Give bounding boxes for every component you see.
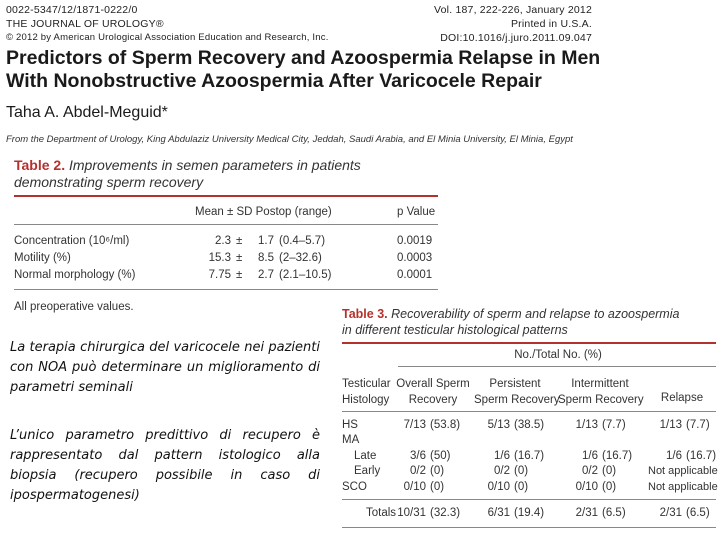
- table2-header-mean: Mean ± SD Postop (range): [195, 206, 332, 218]
- table2-footnote: All preoperative values.: [14, 301, 134, 313]
- table3-col-intermittent: Intermittent Sperm Recovery: [558, 378, 644, 406]
- table2-sd: 8.5: [258, 252, 274, 264]
- table3-col-histology: Testicular Histology: [342, 378, 391, 406]
- table3-header-rule: [342, 411, 716, 412]
- table2-header-p: p Value: [397, 206, 436, 218]
- table3-col-overall: Overall Sperm Recovery: [396, 378, 470, 406]
- table2-label: Table 2.: [14, 157, 66, 173]
- note-2: L’unico parametro predittivo di recupero è rappresentato dal pattern istologico alla biopsia (recupero possibile in caso di ipospermatogenesi): [10, 428, 320, 503]
- table2-param: Motility (%): [14, 252, 71, 264]
- table2-caption-line2: demonstrating sperm recovery: [14, 174, 204, 190]
- table3-caption-text: Recoverability of sperm and relapse to azoospermia: [391, 307, 680, 321]
- article-title-line1: Predictors of Sperm Recovery and Azoospermia Relapse in Men: [6, 47, 601, 69]
- affiliation: From the Department of Urology, King Abdulaziz University Medical City, Jeddah, Saudi Arabia, and El Minia University, El Minia, Egypt: [6, 134, 573, 145]
- table2-header-rule: [14, 224, 438, 225]
- table3-totals-rule: [342, 499, 716, 500]
- table2-sd: 2.7: [258, 269, 274, 281]
- table3-caption-line1: [342, 307, 679, 321]
- journal-name: THE JOURNAL OF UROLOGY®: [6, 18, 164, 30]
- table2-mean: 2.3: [215, 235, 231, 247]
- table2-sd: 1.7: [258, 235, 274, 247]
- table2-range: (2–32.6): [279, 252, 322, 264]
- printed: Printed in U.S.A.: [510, 18, 592, 30]
- table2-p: 0.0001: [397, 269, 433, 281]
- journal-code: 0022-5347/12/1871-0222/0: [6, 4, 138, 16]
- table2-caption-text: Improvements in semen parameters in patients: [68, 157, 361, 173]
- table2-param: Normal morphology (%): [14, 269, 136, 281]
- table3-span-rule: [398, 366, 716, 367]
- volume: Vol. 187, 222-226, January 2012: [434, 4, 592, 16]
- table3-col-persistent: Persistent Sperm Recovery: [474, 378, 560, 406]
- table2-mean: 7.75: [208, 269, 231, 281]
- author: Taha A. Abdel-Meguid*: [6, 104, 168, 121]
- table2-bottom-rule: [14, 289, 438, 290]
- copyright: © 2012 by American Urological Association Education and Research, Inc.: [6, 32, 329, 43]
- table3-col-relapse: Relapse: [660, 392, 704, 404]
- table3-header-span: No./Total No. (%): [514, 349, 602, 361]
- table2-p: 0.0003: [397, 252, 433, 264]
- table3-caption-line2: in different testicular histological patterns: [342, 323, 568, 337]
- notes-panel: [0, 326, 336, 536]
- table2-range: (0.4–5.7): [279, 235, 326, 247]
- table2-caption-line1: [14, 157, 361, 173]
- article-title-line2: With Nonobstructive Azoospermia After Varicocele Repair: [6, 70, 542, 92]
- table2-mean: 15.3: [208, 252, 231, 264]
- table2-p: 0.0019: [397, 235, 433, 247]
- table2-range: (2.1–10.5): [279, 269, 332, 281]
- note-1: La terapia chirurgica del varicocele nei pazienti con NOA può determinare un miglioramento di parametri seminali: [10, 340, 320, 395]
- table3-top-rule: [342, 342, 716, 344]
- table2-top-rule: [14, 195, 438, 197]
- table3-bottom-rule: [342, 527, 716, 528]
- table2-param: Concentration (10⁶/ml): [14, 235, 130, 247]
- doi: DOI:10.1016/j.juro.2011.09.047: [440, 32, 592, 44]
- table3-label: Table 3.: [342, 307, 388, 321]
